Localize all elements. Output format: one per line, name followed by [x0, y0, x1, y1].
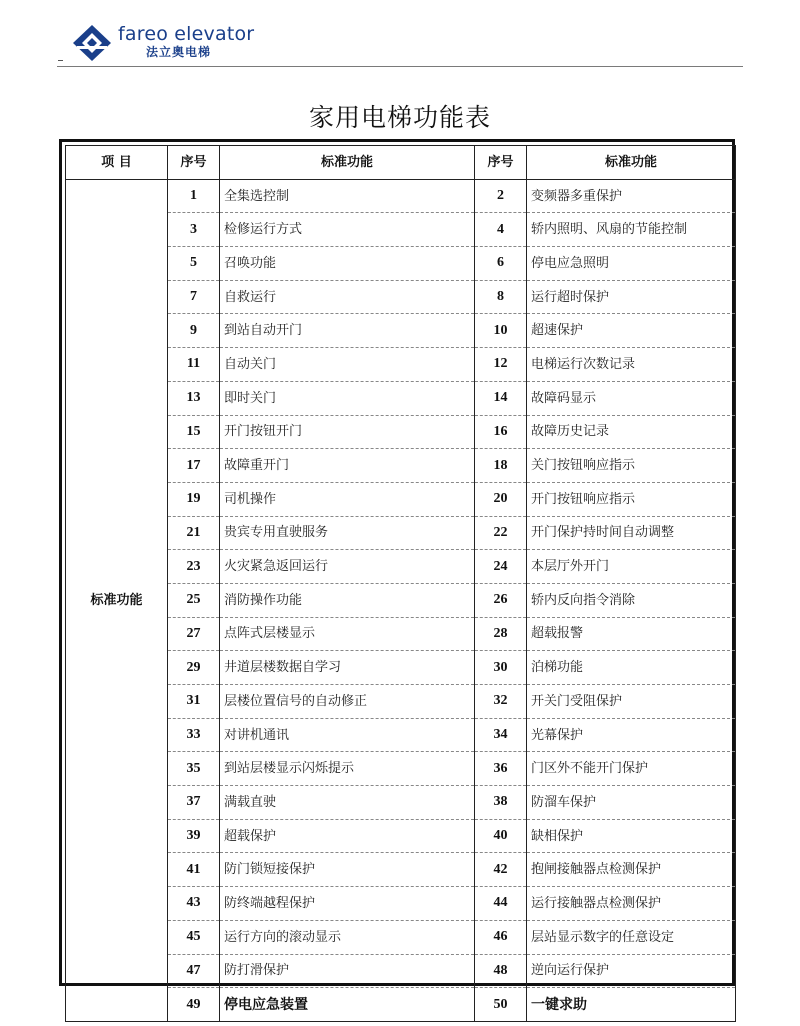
function-name: 自动关门 [220, 348, 475, 382]
function-name: 火灾紧急返回运行 [220, 550, 475, 584]
function-number: 31 [168, 685, 220, 719]
function-number: 2 [475, 179, 527, 213]
function-number: 39 [168, 819, 220, 853]
function-table [65, 145, 736, 1022]
function-name: 检修运行方式 [220, 213, 475, 247]
function-number: 32 [475, 685, 527, 719]
page-header [0, 0, 800, 70]
table-header-row [66, 146, 736, 180]
function-name: 自救运行 [220, 280, 475, 314]
function-number: 29 [168, 651, 220, 685]
function-number: 3 [168, 213, 220, 247]
function-number: 36 [475, 752, 527, 786]
function-name: 故障历史记录 [527, 415, 736, 449]
function-number: 30 [475, 651, 527, 685]
function-name: 防溜车保护 [527, 786, 736, 820]
function-name: 召唤功能 [220, 247, 475, 281]
function-name: 超速保护 [527, 314, 736, 348]
function-name: 关门按钮响应指示 [527, 449, 736, 483]
function-number: 50 [475, 988, 527, 1022]
function-name: 开门按钮响应指示 [527, 482, 736, 516]
function-number: 11 [168, 348, 220, 382]
column-header-number: 序号 [168, 146, 220, 180]
function-name: 防打滑保护 [220, 954, 475, 988]
table-row [66, 179, 736, 213]
function-number: 8 [475, 280, 527, 314]
table-body [66, 179, 736, 1021]
function-number: 12 [475, 348, 527, 382]
function-name: 运行接触器点检测保护 [527, 887, 736, 921]
function-number: 22 [475, 516, 527, 550]
function-name: 井道层楼数据自学习 [220, 651, 475, 685]
function-name: 到站层楼显示闪烁提示 [220, 752, 475, 786]
function-name: 泊梯功能 [527, 651, 736, 685]
function-name: 超载保护 [220, 819, 475, 853]
function-number: 41 [168, 853, 220, 887]
column-header-item: 项 目 [66, 146, 168, 180]
function-number: 17 [168, 449, 220, 483]
function-number: 38 [475, 786, 527, 820]
function-number: 16 [475, 415, 527, 449]
function-name: 逆向运行保护 [527, 954, 736, 988]
function-number: 28 [475, 617, 527, 651]
function-number: 7 [168, 280, 220, 314]
function-number: 35 [168, 752, 220, 786]
function-name: 门区外不能开门保护 [527, 752, 736, 786]
brand-name: fareo elevator [118, 23, 255, 45]
function-number: 24 [475, 550, 527, 584]
function-number: 15 [168, 415, 220, 449]
column-header-number: 序号 [475, 146, 527, 180]
function-number: 47 [168, 954, 220, 988]
function-name: 点阵式层楼显示 [220, 617, 475, 651]
function-number: 20 [475, 482, 527, 516]
function-number: 1 [168, 179, 220, 213]
function-name: 变频器多重保护 [527, 179, 736, 213]
function-number: 46 [475, 920, 527, 954]
function-number: 34 [475, 718, 527, 752]
function-name: 开门保护持时间自动调整 [527, 516, 736, 550]
function-name: 层站显示数字的任意设定 [527, 920, 736, 954]
function-number: 25 [168, 583, 220, 617]
function-name: 防终端越程保护 [220, 887, 475, 921]
function-number: 33 [168, 718, 220, 752]
function-number: 19 [168, 482, 220, 516]
fareo-logo-icon [72, 24, 112, 62]
function-number: 40 [475, 819, 527, 853]
function-name: 对讲机通讯 [220, 718, 475, 752]
function-name: 故障重开门 [220, 449, 475, 483]
function-number: 49 [168, 988, 220, 1022]
function-name: 一键求助 [527, 988, 736, 1022]
function-name: 全集选控制 [220, 179, 475, 213]
function-number: 21 [168, 516, 220, 550]
function-name: 防门锁短接保护 [220, 853, 475, 887]
function-number: 37 [168, 786, 220, 820]
function-name: 消防操作功能 [220, 583, 475, 617]
function-table-frame [59, 139, 735, 1013]
header-divider [57, 66, 743, 67]
function-name: 贵宾专用直驶服务 [220, 516, 475, 550]
function-name: 开关门受阻保护 [527, 685, 736, 719]
function-name: 层楼位置信号的自动修正 [220, 685, 475, 719]
function-number: 42 [475, 853, 527, 887]
function-name: 缺相保护 [527, 819, 736, 853]
function-name: 运行方向的滚动显示 [220, 920, 475, 954]
function-name: 停电应急装置 [220, 988, 475, 1022]
function-name: 运行超时保护 [527, 280, 736, 314]
function-number: 48 [475, 954, 527, 988]
page-title: 家用电梯功能表 [308, 103, 491, 132]
function-number: 23 [168, 550, 220, 584]
function-name: 即时关门 [220, 381, 475, 415]
function-number: 14 [475, 381, 527, 415]
function-name: 轿内反向指令消除 [527, 583, 736, 617]
function-number: 44 [475, 887, 527, 921]
column-header-function: 标准功能 [527, 146, 736, 180]
function-number: 26 [475, 583, 527, 617]
function-name: 电梯运行次数记录 [527, 348, 736, 382]
function-number: 43 [168, 887, 220, 921]
function-number: 5 [168, 247, 220, 281]
function-number: 18 [475, 449, 527, 483]
function-number: 6 [475, 247, 527, 281]
function-name: 抱闸接触器点检测保护 [527, 853, 736, 887]
header-tick [58, 60, 63, 61]
function-name: 到站自动开门 [220, 314, 475, 348]
function-name: 开门按钮开门 [220, 415, 475, 449]
function-number: 27 [168, 617, 220, 651]
function-number: 45 [168, 920, 220, 954]
function-number: 9 [168, 314, 220, 348]
function-name: 轿内照明、风扇的节能控制 [527, 213, 736, 247]
function-number: 4 [475, 213, 527, 247]
column-header-function: 标准功能 [220, 146, 475, 180]
function-number: 13 [168, 381, 220, 415]
function-number: 10 [475, 314, 527, 348]
function-name: 停电应急照明 [527, 247, 736, 281]
function-name: 光幕保护 [527, 718, 736, 752]
brand-name-cn: 法立奥电梯 [146, 45, 212, 59]
function-name: 满载直驶 [220, 786, 475, 820]
function-name: 本层厅外开门 [527, 550, 736, 584]
function-name: 司机操作 [220, 482, 475, 516]
function-name: 故障码显示 [527, 381, 736, 415]
category-cell: 标准功能 [66, 179, 168, 1021]
function-name: 超载报警 [527, 617, 736, 651]
